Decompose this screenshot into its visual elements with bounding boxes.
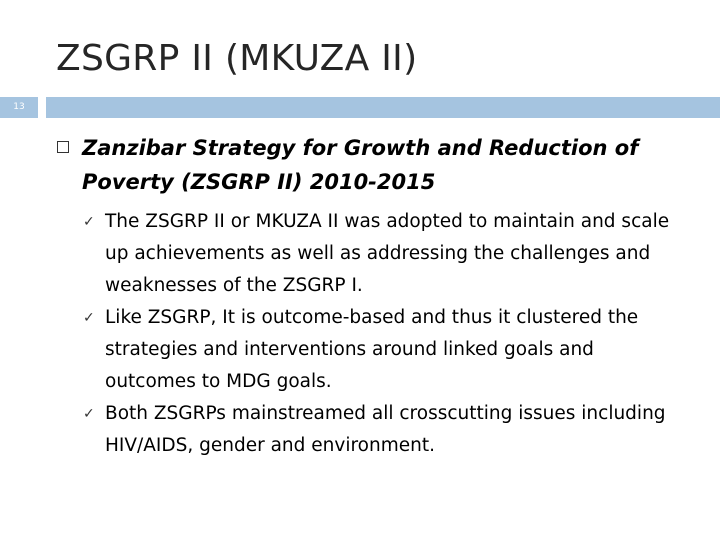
title-rule-bar	[46, 97, 720, 118]
sub-bullet-item	[83, 302, 673, 398]
slide-title: ZSGRP II (MKUZA II)	[56, 38, 418, 79]
page-number: 13	[0, 97, 38, 118]
sub-bullet-list	[83, 206, 673, 462]
main-bullet-text: Zanzibar Strategy for Growth and Reduction of Poverty (ZSGRP II) 2010-2015	[82, 136, 639, 194]
sub-bullet-item	[83, 206, 673, 302]
checkmark-icon: ✓	[83, 214, 95, 230]
sub-bullet-text: Like ZSGRP, It is outcome-based and thus it clustered the strategies and interventions around linked goals and outcomes to MDG goals.	[105, 307, 639, 392]
sub-bullet-text: The ZSGRP II or MKUZA II was adopted to maintain and scale up achievements as well as addressing the challenges and weaknesses of the ZSGRP I.	[105, 211, 670, 296]
square-bullet-icon	[57, 141, 69, 153]
sub-bullet-item	[83, 398, 673, 462]
sub-bullet-text: Both ZSGRPs mainstreamed all crosscutting issues including HIV/AIDS, gender and environment.	[105, 403, 666, 456]
checkmark-icon: ✓	[83, 406, 95, 422]
checkmark-icon: ✓	[83, 310, 95, 326]
